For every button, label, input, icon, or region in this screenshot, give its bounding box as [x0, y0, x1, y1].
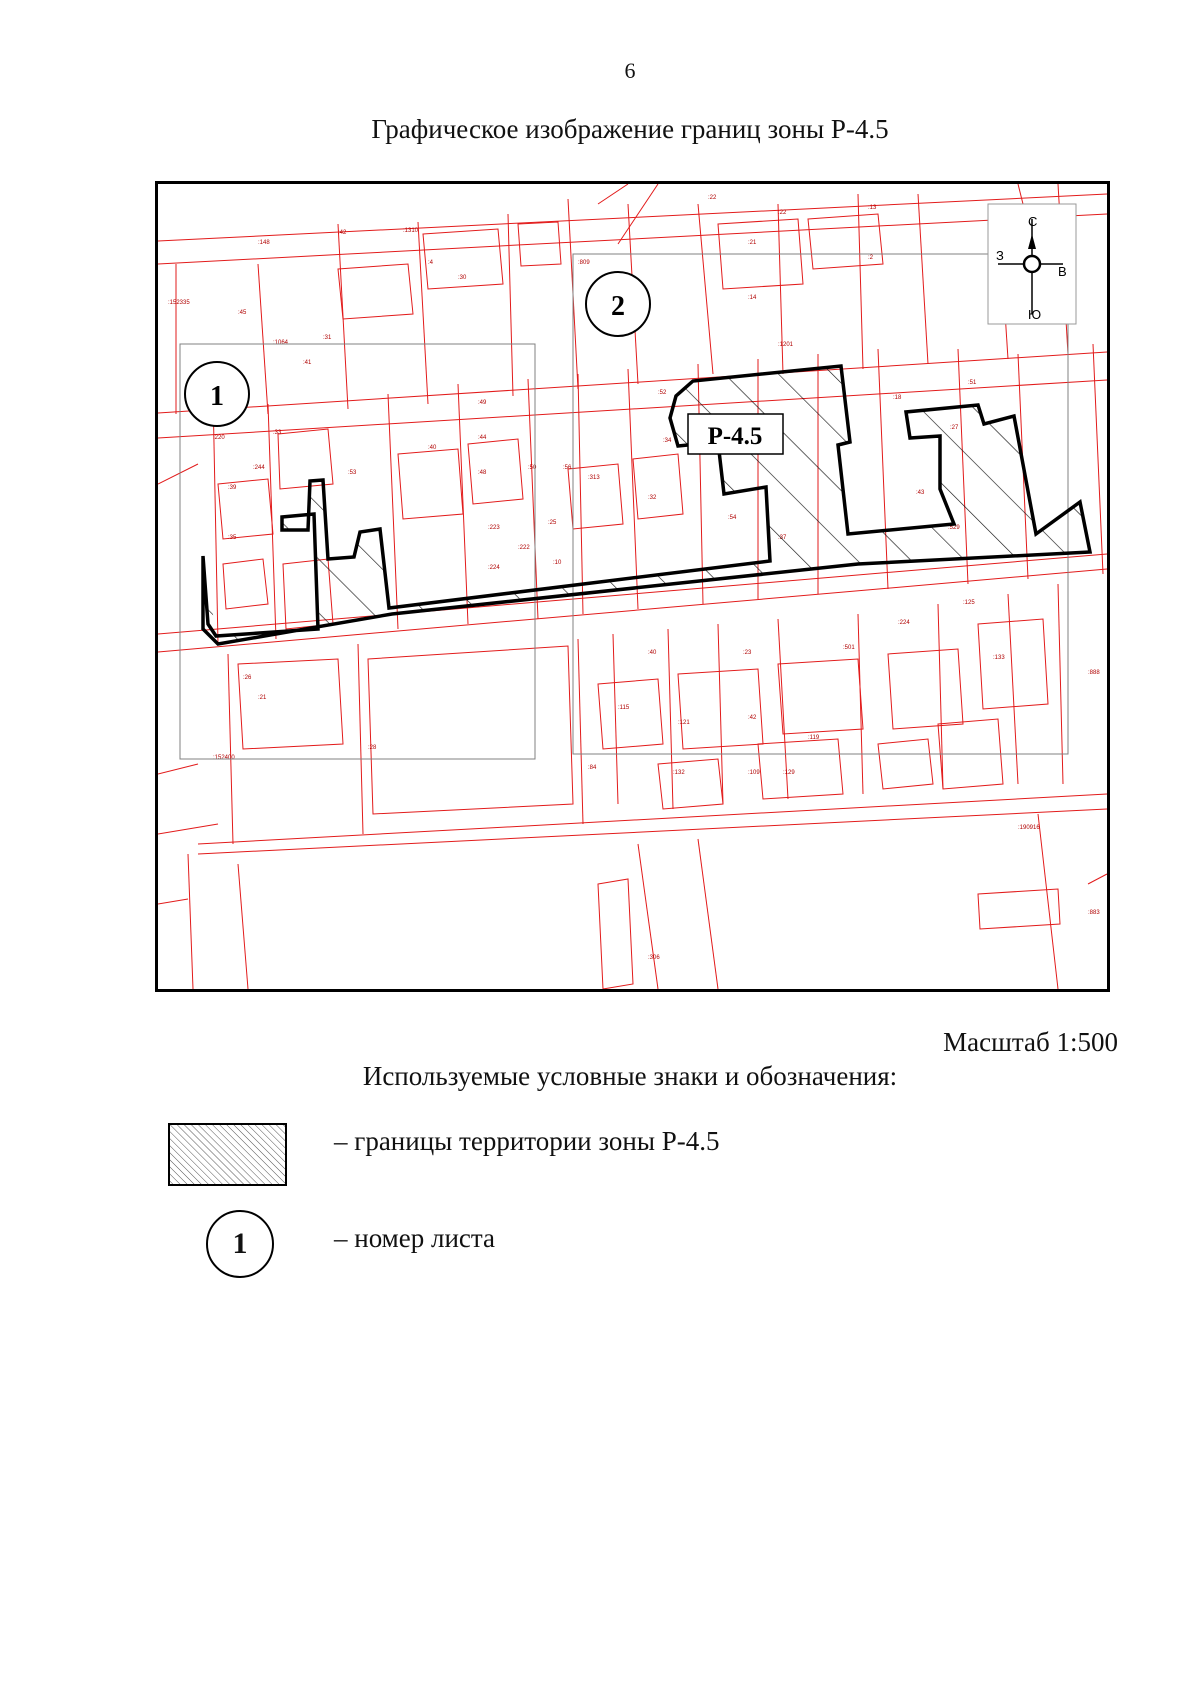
- svg-text::50: :50: [528, 465, 537, 471]
- svg-text::84: :84: [588, 765, 597, 771]
- legend-item-boundary: – границы территории зоны Р-4.5: [334, 1126, 720, 1156]
- svg-text::125: :125: [963, 600, 975, 606]
- legend-item-sheet: – номер листа: [334, 1223, 496, 1253]
- svg-text::33: :33: [273, 430, 282, 436]
- svg-text::25: :25: [548, 520, 557, 526]
- svg-text::190916: :190916: [1018, 825, 1040, 831]
- svg-text::28: :28: [368, 745, 377, 751]
- svg-text::1201: :1201: [778, 342, 794, 348]
- svg-text::22: :22: [708, 195, 717, 201]
- svg-text::115: :115: [618, 705, 630, 711]
- svg-text::883: :883: [1088, 910, 1100, 916]
- svg-text::129: :129: [783, 770, 795, 776]
- svg-text::43: :43: [916, 490, 925, 496]
- svg-text::109: :109: [748, 770, 760, 776]
- svg-text::32: :32: [648, 495, 657, 501]
- svg-text::10: :10: [553, 560, 562, 566]
- map-scale: Масштаб 1:500: [943, 1027, 1118, 1057]
- svg-text::2: :2: [868, 255, 874, 261]
- svg-text::35: :35: [228, 535, 237, 541]
- svg-text::52: :52: [658, 390, 667, 396]
- svg-text::501: :501: [843, 645, 855, 651]
- sheet-marker-2[interactable]: [586, 272, 650, 336]
- svg-text::119: :119: [808, 735, 820, 741]
- compass-north: С: [1028, 214, 1038, 229]
- page-number: 6: [624, 58, 636, 83]
- svg-text::888: :888: [1088, 670, 1100, 676]
- svg-text::23: :23: [743, 650, 752, 656]
- svg-text::42: :42: [748, 715, 757, 721]
- svg-text::224: :224: [488, 565, 500, 571]
- svg-text::21: :21: [258, 695, 267, 701]
- svg-text::41: :41: [303, 360, 312, 366]
- svg-text::152335: :152335: [168, 300, 190, 306]
- svg-text::45: :45: [238, 310, 247, 316]
- svg-text::121: :121: [678, 720, 690, 726]
- zone-boundary[interactable]: [203, 364, 1093, 644]
- svg-text::313: :313: [588, 475, 600, 481]
- svg-text::51: :51: [968, 380, 977, 386]
- sheet-marker-1[interactable]: [185, 362, 249, 426]
- svg-text::220: :220: [213, 435, 225, 441]
- svg-text::148: :148: [258, 240, 270, 246]
- svg-text::22: :22: [778, 210, 787, 216]
- svg-text::4: :4: [428, 260, 434, 266]
- svg-text::1310: :1310: [403, 228, 419, 234]
- compass-south: Ю: [1028, 307, 1042, 322]
- svg-text::42: :42: [338, 230, 347, 236]
- svg-text::30: :30: [458, 275, 467, 281]
- svg-text::18: :18: [893, 395, 902, 401]
- zone-label: [688, 414, 783, 454]
- svg-text::13: :13: [868, 205, 877, 211]
- map-frame: [155, 181, 1110, 992]
- compass-west: З: [996, 248, 1004, 263]
- svg-text::53: :53: [348, 470, 357, 476]
- compass-rose: [988, 204, 1076, 324]
- svg-text::244: :244: [253, 465, 265, 471]
- svg-text::49: :49: [478, 400, 487, 406]
- zone-label-text: Р-4.5: [707, 423, 763, 450]
- svg-text:1: 1: [210, 381, 224, 412]
- legend-sheet-symbol: 1: [206, 1210, 274, 1278]
- svg-text::1064: :1064: [273, 340, 289, 346]
- svg-text::44: :44: [478, 435, 487, 441]
- svg-text::56: :56: [563, 465, 572, 471]
- svg-text::809: :809: [578, 260, 590, 266]
- svg-text::222: :222: [518, 545, 530, 551]
- svg-text::39: :39: [228, 485, 237, 491]
- svg-text::224: :224: [898, 620, 910, 626]
- svg-text::40: :40: [648, 650, 657, 656]
- svg-text::132: :132: [673, 770, 685, 776]
- svg-text:2: 2: [611, 291, 625, 322]
- svg-text::133: :133: [993, 655, 1005, 661]
- svg-text::31: :31: [323, 335, 332, 341]
- svg-text::40: :40: [428, 445, 437, 451]
- svg-text::306: :306: [648, 955, 660, 961]
- cadastral-map: [158, 184, 1107, 989]
- legend-title: Используемые условные знаки и обозначения:: [362, 1061, 898, 1091]
- svg-text::54: :54: [728, 515, 737, 521]
- svg-text::34: :34: [663, 438, 672, 444]
- page-title: Графическое изображение границ зоны Р-4.5: [371, 114, 889, 144]
- svg-text::21: :21: [748, 240, 757, 246]
- legend-hatch-swatch: [168, 1123, 287, 1186]
- svg-text::48: :48: [478, 470, 487, 476]
- compass-east: В: [1058, 264, 1067, 279]
- svg-text::14: :14: [748, 295, 757, 301]
- svg-text::26: :26: [243, 675, 252, 681]
- svg-text::223: :223: [488, 525, 500, 531]
- svg-text::152400: :152400: [213, 755, 235, 761]
